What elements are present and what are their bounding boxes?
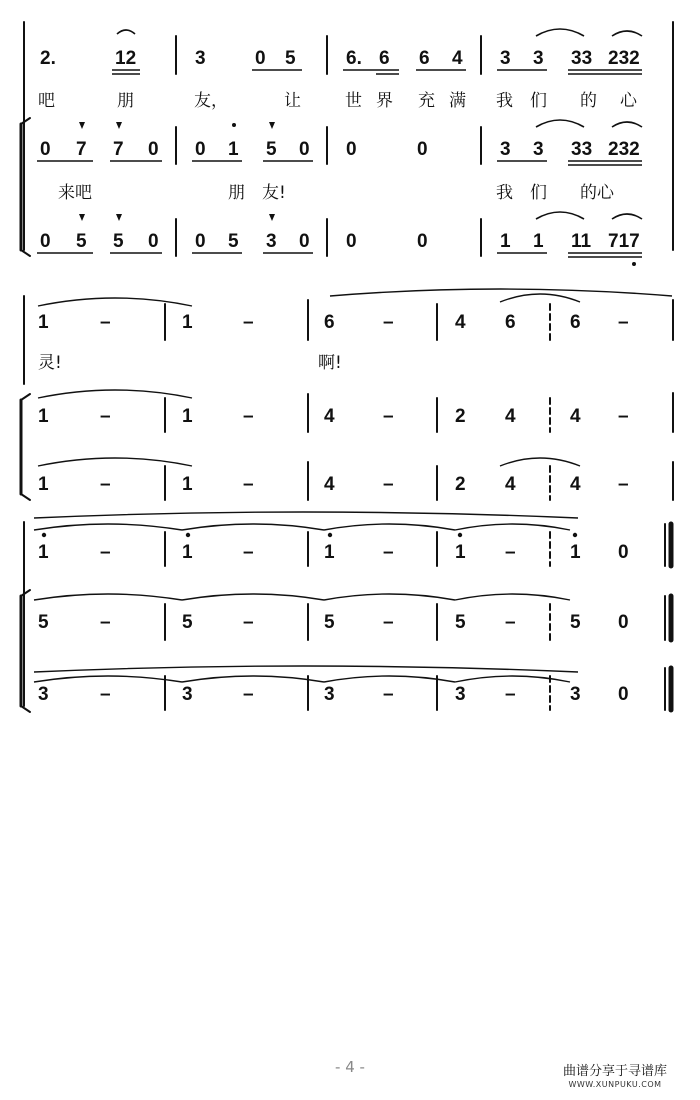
note: 4: [505, 406, 516, 427]
note: –: [505, 542, 516, 563]
note: 5: [455, 612, 466, 633]
note: 1: [38, 474, 49, 495]
system-1-voice-3: [40, 231, 640, 252]
note: 5: [285, 48, 296, 69]
note: –: [383, 406, 394, 427]
note: 717: [608, 231, 640, 252]
note: 5: [570, 612, 581, 633]
note: 4: [505, 474, 516, 495]
note: 1: [38, 312, 49, 333]
note: 5: [113, 231, 124, 252]
note: 6: [324, 312, 335, 333]
watermark: [540, 1064, 690, 1090]
note: 4: [455, 312, 466, 333]
note: 3: [533, 48, 544, 69]
note: 0: [618, 542, 629, 563]
lyric: 心: [620, 91, 637, 111]
note: 1: [533, 231, 544, 252]
system-2-voice-2: [38, 406, 629, 427]
system-1-voice-2-marks: [37, 120, 642, 165]
lyric: 吧: [38, 91, 55, 111]
note: 3: [195, 48, 206, 69]
note: 6.: [346, 48, 362, 69]
note: –: [100, 312, 111, 333]
note: –: [100, 474, 111, 495]
note: 1: [182, 542, 193, 563]
note: 0: [618, 684, 629, 705]
note: –: [383, 684, 394, 705]
note: 0: [299, 231, 310, 252]
system-1-voice-1: [40, 48, 640, 69]
note: 6: [505, 312, 516, 333]
note: –: [618, 312, 629, 333]
note: –: [243, 542, 254, 563]
lyric: 们: [530, 183, 547, 203]
note: –: [100, 612, 111, 633]
note: –: [383, 612, 394, 633]
note: 1: [228, 139, 239, 160]
note: 33: [571, 139, 593, 160]
lyric: 的: [580, 91, 597, 111]
note: 0: [195, 231, 206, 252]
system-3-voice-2: [38, 612, 629, 633]
note: –: [243, 312, 254, 333]
system-3-voice-1: [38, 542, 629, 563]
note: 0: [148, 231, 159, 252]
note: 1: [38, 406, 49, 427]
note: 5: [38, 612, 49, 633]
watermark-url: WWW.XUNPUKU.COM: [568, 1080, 662, 1089]
note: 1: [38, 542, 49, 563]
note: 0: [299, 139, 310, 160]
lyric: 我: [496, 183, 513, 203]
note: –: [243, 684, 254, 705]
note: 232: [608, 48, 640, 69]
lyric: 满: [449, 91, 466, 111]
note: 5: [182, 612, 193, 633]
note: 3: [500, 48, 511, 69]
note: 0: [195, 139, 206, 160]
system-2-lyrics: [38, 353, 342, 373]
note: 0: [40, 231, 51, 252]
lyric: 朋: [117, 91, 134, 111]
note: 7: [76, 139, 87, 160]
system-1-lyrics-2: [58, 183, 615, 203]
note: 0: [618, 612, 629, 633]
note: –: [505, 612, 516, 633]
note: 3: [266, 231, 277, 252]
system-1-lyrics-1: [38, 91, 638, 111]
lyric: 灵!: [38, 353, 62, 373]
note: 5: [266, 139, 277, 160]
lyric: 我: [496, 91, 513, 111]
note: 0: [417, 231, 428, 252]
note: –: [383, 312, 394, 333]
note: 0: [255, 48, 266, 69]
lyric: 友，: [194, 91, 228, 111]
note: 1: [570, 542, 581, 563]
note: 3: [570, 684, 581, 705]
note: 4: [570, 474, 581, 495]
lyric: 的心: [580, 183, 614, 203]
note: 7: [113, 139, 124, 160]
page-number: - 4 -: [335, 1058, 365, 1076]
note: 3: [324, 684, 335, 705]
note: –: [618, 406, 629, 427]
note: 1: [182, 474, 193, 495]
note: –: [243, 612, 254, 633]
note: 2.: [40, 48, 56, 69]
note: 3: [182, 684, 193, 705]
note: –: [243, 474, 254, 495]
note: 3: [500, 139, 511, 160]
note: 1: [455, 542, 466, 563]
note: 5: [76, 231, 87, 252]
system-1-voice-2: [40, 139, 640, 160]
watermark-text: 曲谱分享于寻谱库: [562, 1064, 667, 1079]
note: 1: [182, 312, 193, 333]
note: 6: [379, 48, 390, 69]
system-2-voice-3: [38, 474, 629, 495]
note: 0: [346, 139, 357, 160]
note: –: [618, 474, 629, 495]
system-1-voice-3-marks: [37, 212, 642, 257]
note: 2: [455, 474, 466, 495]
note: 5: [324, 612, 335, 633]
note: 4: [452, 48, 463, 69]
note: 33: [571, 48, 593, 69]
system-1-voice-3-dots: [79, 214, 636, 266]
note: 3: [455, 684, 466, 705]
note: 1: [182, 406, 193, 427]
system-1-voice-1-marks: [112, 29, 642, 74]
note: 11: [571, 231, 592, 252]
note: –: [100, 542, 111, 563]
lyric: 朋: [228, 183, 245, 203]
note: 6: [570, 312, 581, 333]
note: –: [100, 406, 111, 427]
note: 12: [115, 48, 137, 69]
note: 0: [148, 139, 159, 160]
system-2-voice-1: [38, 312, 629, 333]
lyric: 界: [376, 91, 393, 111]
note: –: [505, 684, 516, 705]
note: 4: [570, 406, 581, 427]
lyric: 啊!: [318, 353, 342, 373]
note: –: [383, 542, 394, 563]
note: –: [243, 406, 254, 427]
lyric: 世: [345, 91, 362, 111]
note: 1: [500, 231, 511, 252]
note: 232: [608, 139, 640, 160]
system-3-voice-3: [38, 684, 629, 705]
note: 1: [324, 542, 335, 563]
system-3-ties: [34, 512, 578, 682]
note: 0: [40, 139, 51, 160]
note: –: [383, 474, 394, 495]
note: 5: [228, 231, 239, 252]
note: 4: [324, 474, 335, 495]
note: 2: [455, 406, 466, 427]
note: 0: [417, 139, 428, 160]
lyric: 来吧: [58, 183, 92, 203]
note: 0: [346, 231, 357, 252]
system-3-high-dots: [42, 533, 577, 537]
note: 4: [324, 406, 335, 427]
note: –: [100, 684, 111, 705]
lyric: 充: [418, 91, 435, 111]
lyric: 友!: [262, 183, 286, 203]
lyric: 们: [530, 91, 547, 111]
note: 3: [38, 684, 49, 705]
note: 6: [419, 48, 430, 69]
lyric: 让: [284, 91, 301, 111]
note: 3: [533, 139, 544, 160]
